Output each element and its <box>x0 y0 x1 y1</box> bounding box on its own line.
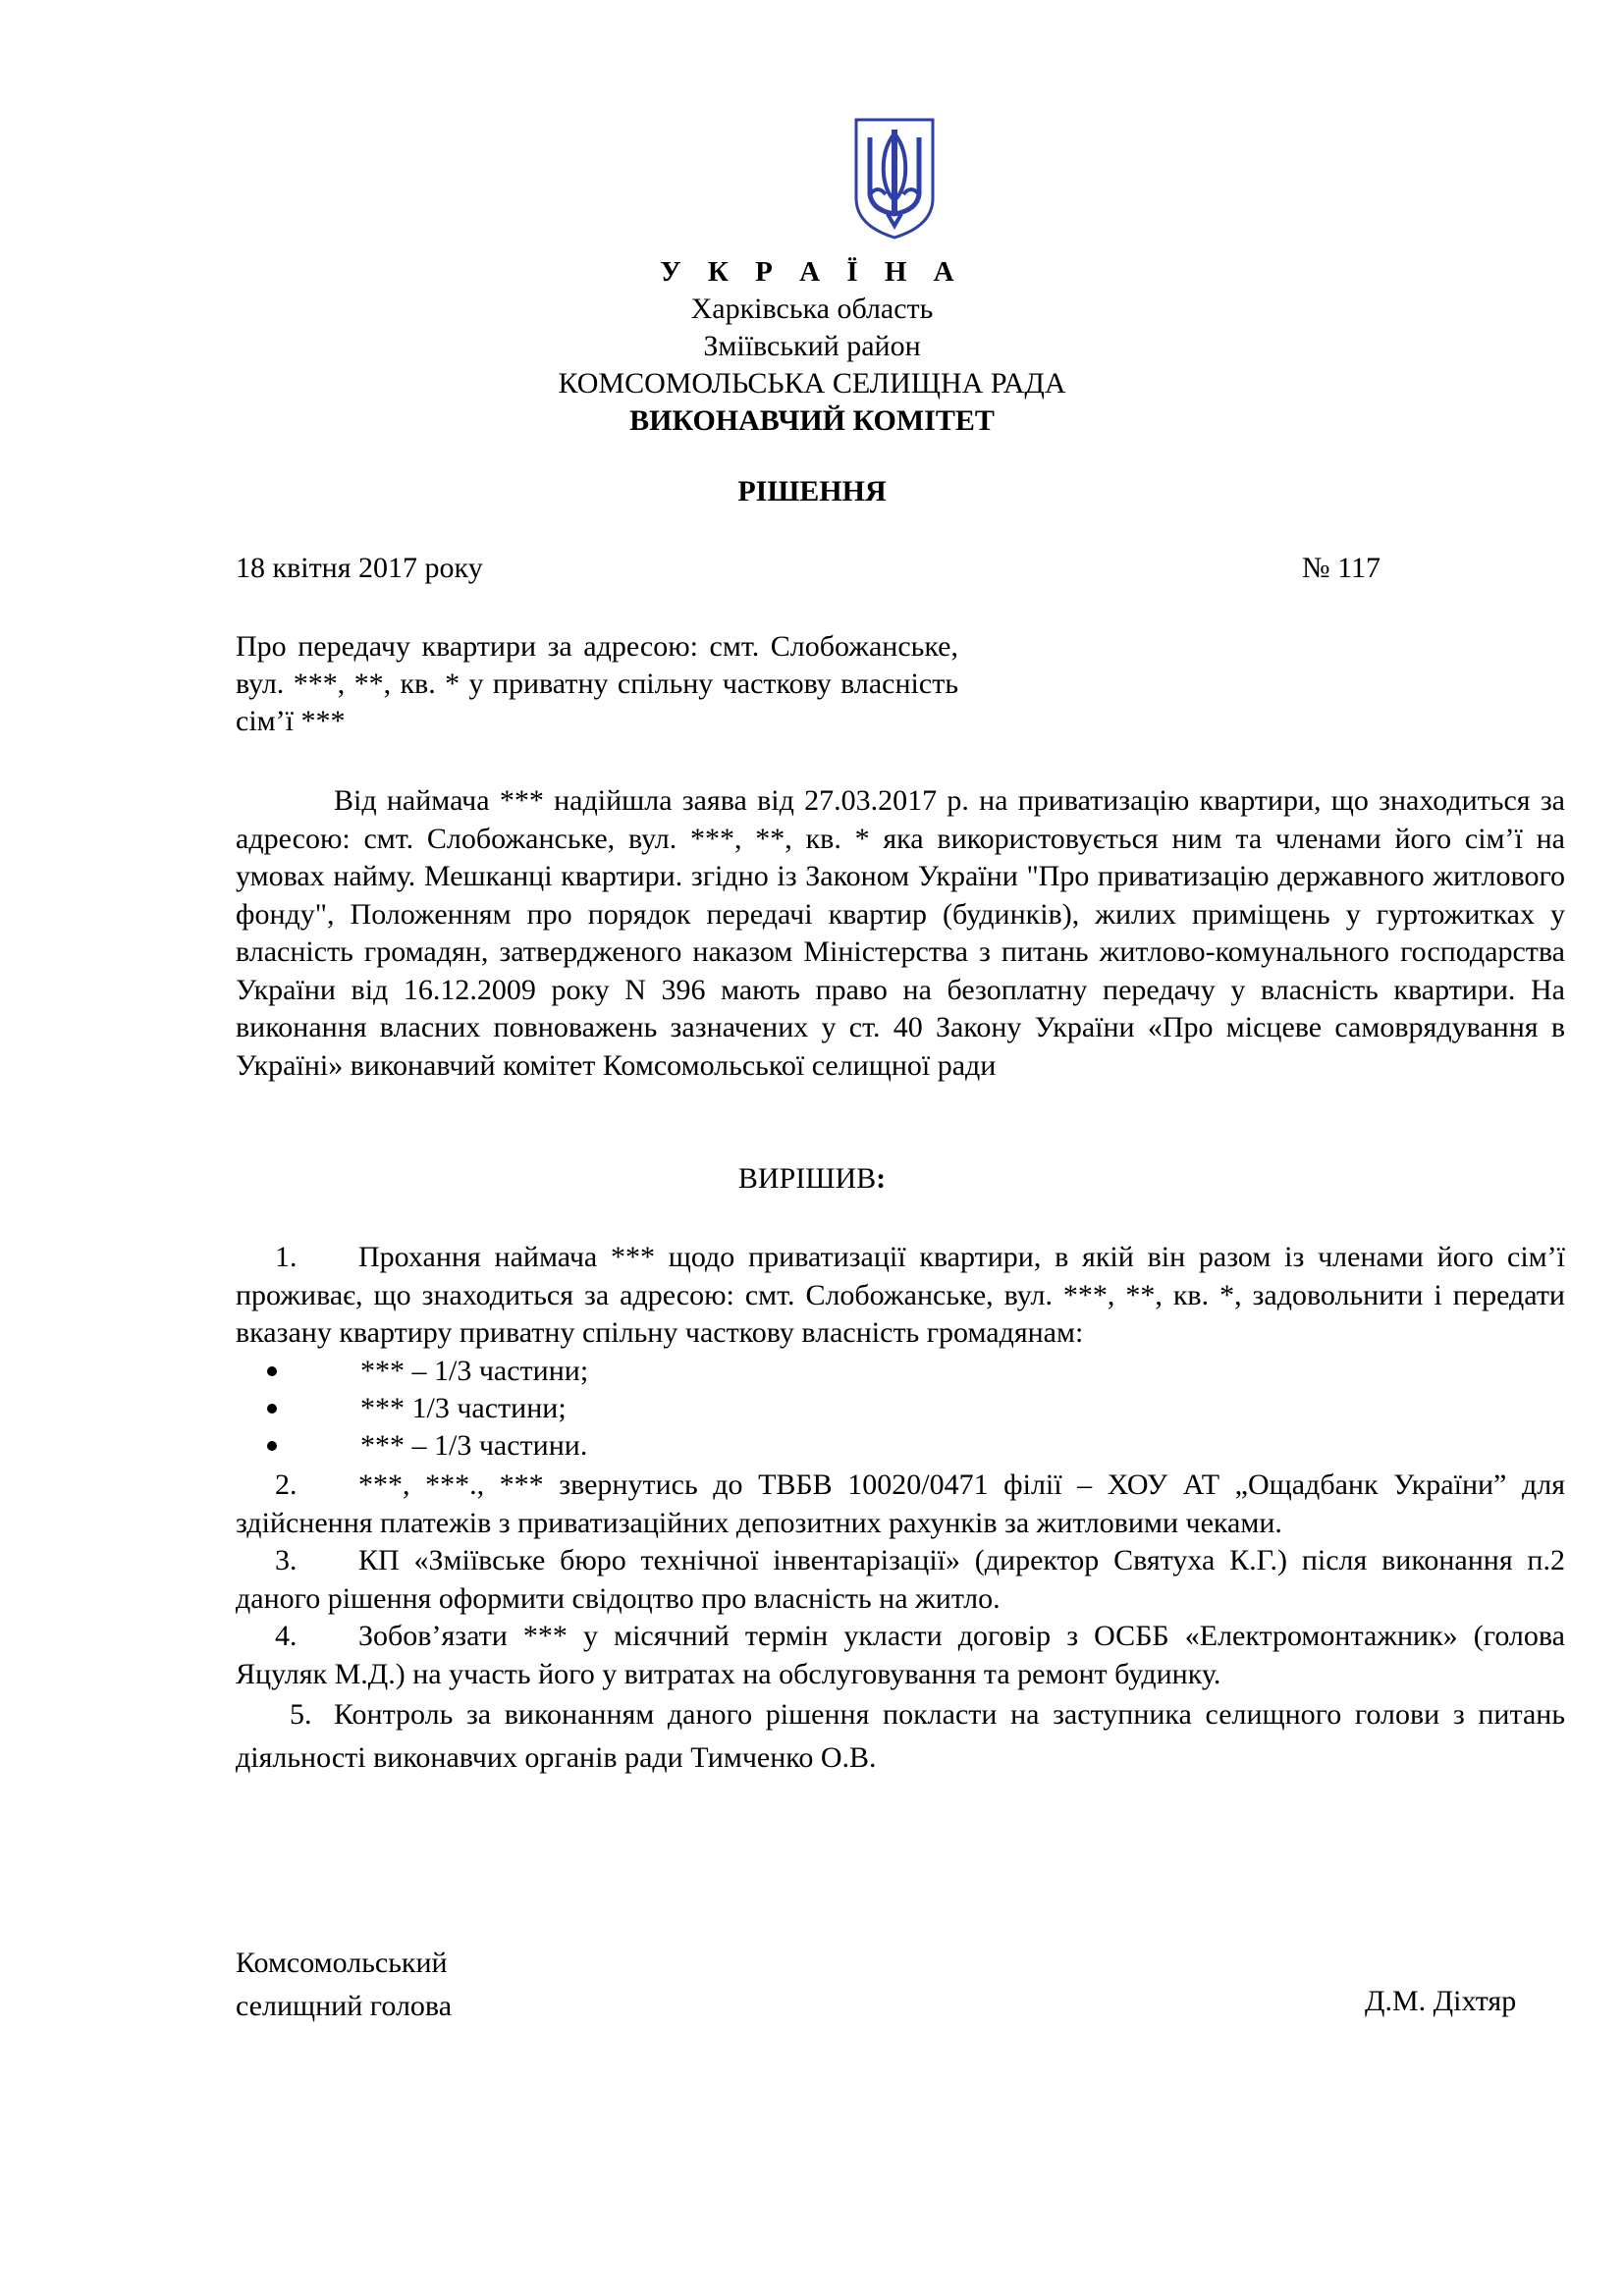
decision-item-3 <box>236 1542 1565 1618</box>
item-text: ***, ***., *** звернутись до ТВБВ 10020/0471 філії – ХОУ АТ „Ощадбанк України” для здійснення платежів з приватизаційних депозитних рахунків за житловими чеками. <box>236 1468 1565 1539</box>
signature-title <box>236 1942 452 2028</box>
item-text: КП «Зміївське бюро технічної інвентарізації» (директор Святуха К.Г.) після виконання п.2 даного рішення оформити свідоцтво про власність на житло. <box>236 1544 1565 1615</box>
signature-title-line: Комсомольський <box>236 1947 448 1979</box>
share-text: *** – 1/3 частини; <box>360 1355 589 1387</box>
decided-label: ВИРІШИВ <box>737 1162 877 1195</box>
signature-title-line: селищний голова <box>236 1990 453 2022</box>
decision-item-1 <box>236 1239 1565 1353</box>
region-line: Харківська область <box>690 293 934 325</box>
decision-item-2 <box>236 1467 1565 1542</box>
document-date: 18 квітня 2017 року <box>236 552 483 584</box>
document-header <box>0 253 1624 440</box>
item-text: Зобов’язати *** у місячний термін укласти договір з ОСББ «Електромонтажник» (голова Яцуляк М.Д.) на участь його у витратах на обслуговування та ремонт будинку. <box>236 1620 1565 1690</box>
signature-name: Д.М. Діхтяр <box>1365 1985 1517 2017</box>
document-type-title: РІШЕННЯ <box>737 475 887 507</box>
council-line: КОМСОМОЛЬСЬКА СЕЛИЩНА РАДА <box>558 367 1066 400</box>
share-text: *** – 1/3 частини. <box>360 1429 588 1462</box>
decided-colon: : <box>876 1162 887 1195</box>
district-line: Зміївський район <box>703 330 921 362</box>
item-number: 2. <box>275 1468 298 1501</box>
item-number: 4. <box>275 1620 298 1652</box>
bullet-icon <box>267 1441 277 1451</box>
coat-of-arms-icon <box>852 116 937 241</box>
preamble-paragraph: Від наймача *** надійшла заява від 27.03.2017 р. на приватизацію квартири, що знаходиться за адресою: смт. Слобожанське, вул. ***, **, кв. * яка використовується ним та членами його сім’ї на умовах найму. Мешканці квартири. згідно із Законом України "Про приватизацію державного житлового фонду", Положенням про порядок передачі квартир (будинків), жилих приміщень у гуртожитках у власність громадян, затвердженого наказом Міністерства з питань житлово-комунального господарства України від 16.12.2009 року N 396 мають право на безоплатну передачу у власність квартири. На виконання власних повноважень зазначених у ст. 40 Закону України «Про місцеве самоврядування в Україні» виконавчий комітет Комсомольської селищної ради <box>236 784 1565 1082</box>
bullet-icon <box>267 1404 277 1414</box>
country-title: У К Р А Ї Н А <box>660 256 964 288</box>
bullet-icon <box>267 1366 277 1376</box>
item-text: Контроль за виконанням даного рішення покласти на заступника селищного голови з питань діяльності виконавчих органів ради Тимченко О.В. <box>236 1698 1565 1774</box>
committee-line: ВИКОНАВЧИЙ КОМІТЕТ <box>629 404 995 437</box>
document-subject: Про передачу квартири за адресою: смт. Слобожанське, вул. ***, **, кв. * у приватну спільну часткову власність сім’ї *** <box>236 630 958 737</box>
item-number: 1. <box>275 1241 298 1273</box>
item-number: 5. <box>290 1698 312 1731</box>
item-number: 3. <box>275 1544 298 1576</box>
share-text: *** 1/3 частини; <box>360 1392 567 1424</box>
item-text: Прохання наймача *** щодо приватизації квартири, в якій він разом із членами його сім’ї проживає, що знаходиться за адресою: смт. Слобожанське, вул. ***, **, кв. *, задовольнити і передати вказану квартиру приватну спільну часткову власність громадянам: <box>236 1241 1565 1349</box>
decision-item-4 <box>236 1618 1565 1693</box>
decided-heading <box>0 1162 1624 1196</box>
decision-item-5 <box>236 1693 1565 1780</box>
document-number: № 117 <box>1302 552 1381 584</box>
